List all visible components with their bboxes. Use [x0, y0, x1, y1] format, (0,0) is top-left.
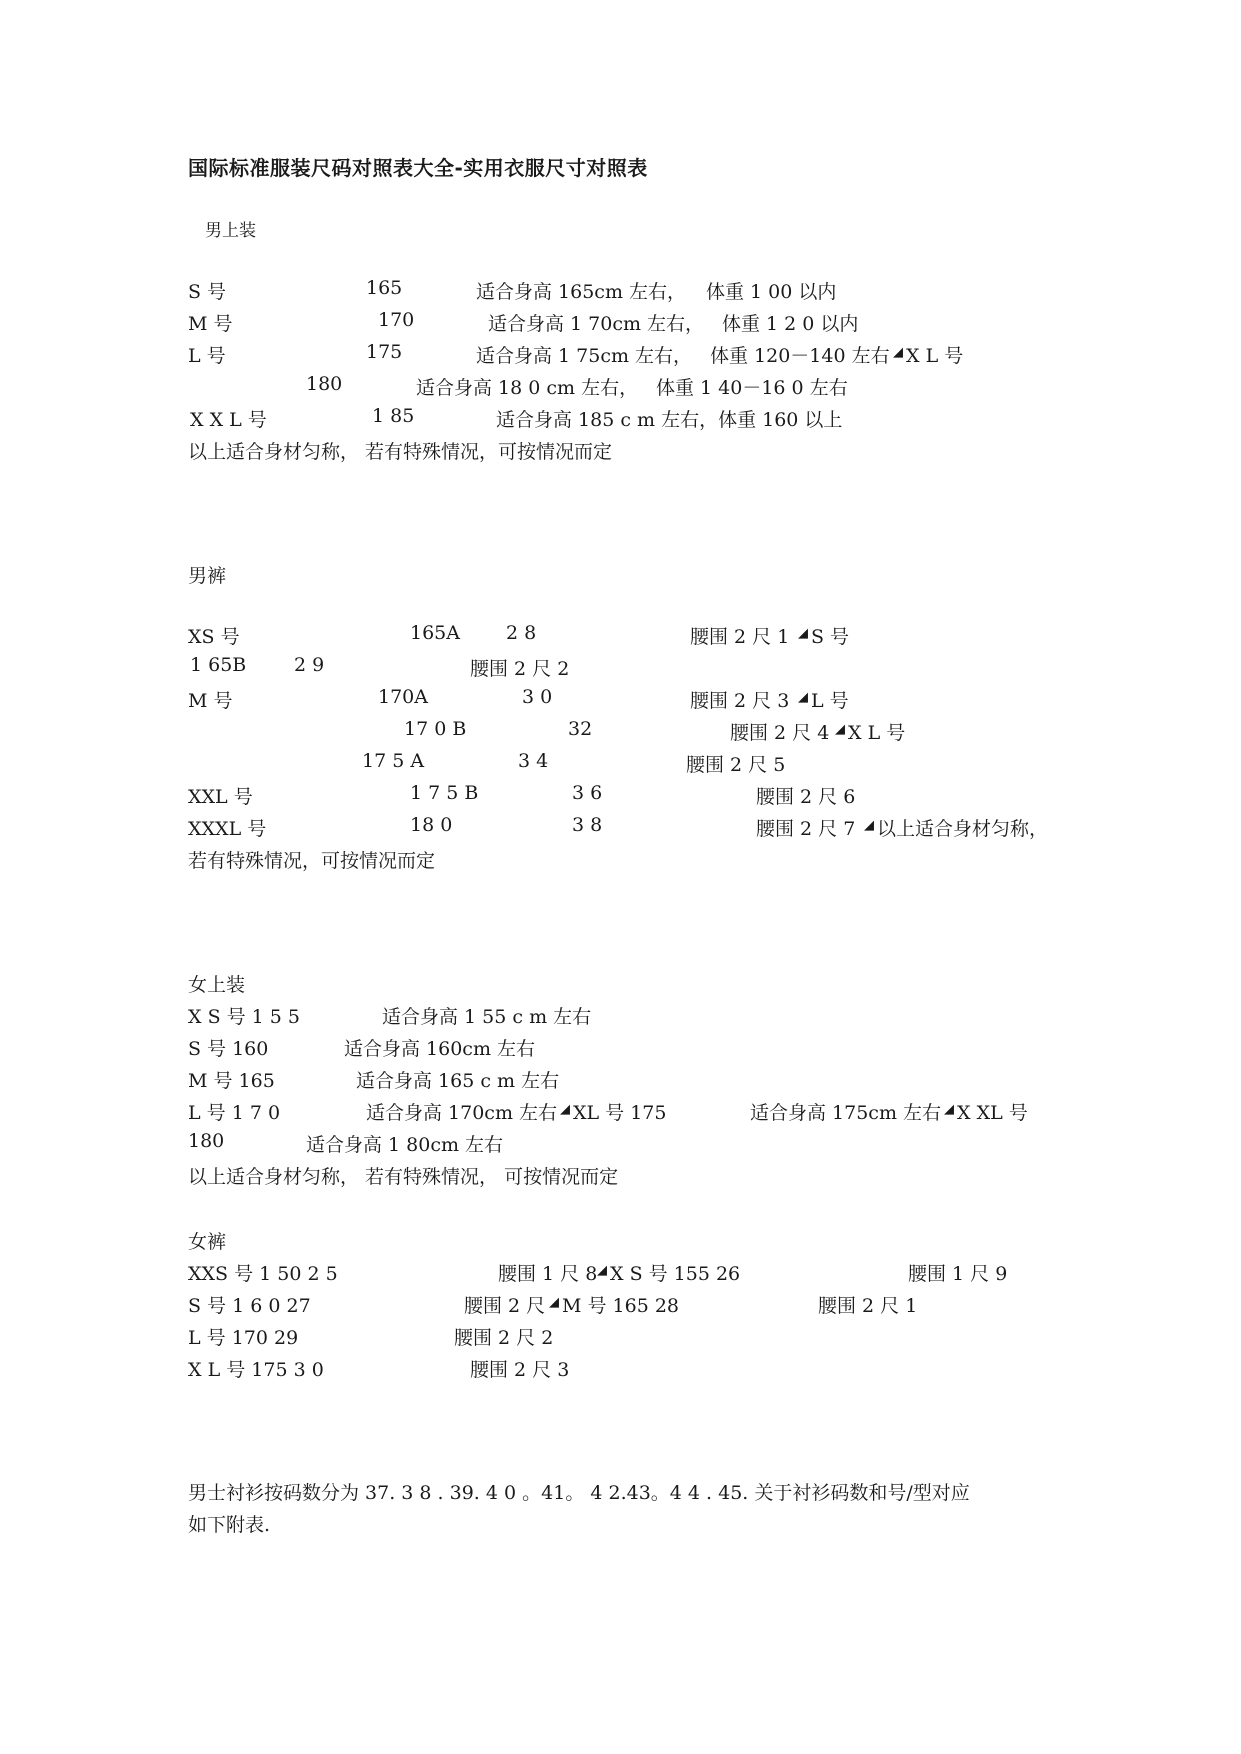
size-row — [0, 1323, 1241, 1351]
triangle-mark-icon: ◢ — [798, 690, 808, 705]
height-text: 适合身高 165 c m 左右 — [356, 1070, 560, 1092]
size-row — [0, 1002, 1241, 1030]
note-text: 以上适合身材匀称， 若有特殊情况，可按情况而定 — [188, 441, 613, 463]
triangle-mark-icon: ◢ — [944, 1102, 954, 1117]
size-row — [0, 1355, 1241, 1383]
weight-text: 体重 1 2 0 以内 — [722, 313, 859, 335]
size-label: X L 号 175 3 0 — [188, 1359, 324, 1381]
waist-text: 腰围 2 尺 3 — [470, 1359, 570, 1381]
size-label: X X L 号 — [190, 409, 267, 431]
size-label: M 号 — [188, 313, 233, 335]
triangle-mark-icon: ◢ — [549, 1295, 559, 1310]
size-label: X L 号 — [848, 722, 906, 744]
size-label: X XL 号 — [957, 1102, 1028, 1124]
size-label: M 号 165 28 — [562, 1295, 680, 1317]
note-text: 以上适合身材匀称， — [877, 818, 1049, 840]
size-row — [0, 1034, 1241, 1062]
waist-text: 腰围 1 尺 9 — [908, 1263, 1008, 1285]
size-label: M 号 — [188, 690, 233, 712]
height-text: 适合身高 1 55 c m 左右 — [382, 1006, 592, 1028]
size-row — [0, 1259, 1241, 1287]
waist-number: 3 4 — [518, 750, 549, 772]
size-row — [0, 686, 1241, 714]
waist-text: 腰围 2 尺 2 — [470, 658, 570, 680]
size-code: 18 0 — [410, 814, 453, 836]
waist-text: 腰围 2 尺 — [464, 1295, 546, 1317]
size-label: XL 号 175 — [573, 1102, 667, 1124]
size-row — [0, 654, 1241, 682]
size-row — [0, 373, 1241, 401]
waist-text: 腰围 2 尺 5 — [686, 754, 786, 776]
waist-text: 腰围 2 尺 4 — [730, 722, 830, 744]
shirt-note-line: 男士衬衫按码数分为 37. 3 8 . 39. 4 0 。41。 4 2.43。4 4 . 45. 关于衬衫码数和号/型对应 — [188, 1482, 970, 1504]
height-text: 适合身高 170cm 左右 — [366, 1102, 558, 1124]
size-row — [0, 622, 1241, 650]
size-row — [0, 782, 1241, 810]
size-row — [0, 1098, 1241, 1126]
size-row — [0, 309, 1241, 337]
size-label: XS 号 — [188, 626, 240, 648]
height-text: 适合身高 175cm 左右 — [750, 1102, 942, 1124]
size-row — [0, 277, 1241, 305]
waist-text: 腰围 2 尺 3 — [690, 690, 790, 712]
size-label: X L 号 — [906, 345, 964, 367]
size-number: 175 — [366, 341, 403, 363]
triangle-mark-icon: ◢ — [864, 818, 874, 833]
weight-text: 体重 1 40－16 0 左右 — [656, 377, 848, 399]
triangle-mark-icon: ◢ — [893, 345, 903, 360]
waist-number: 2 9 — [294, 654, 325, 676]
page-title: 国际标准服装尺码对照表大全-实用衣服尺寸对照表 — [188, 156, 648, 180]
size-number: 180 — [306, 373, 343, 395]
size-code: 17 5 A — [362, 750, 425, 772]
size-row — [0, 405, 1241, 433]
size-label: S 号 160 — [188, 1038, 269, 1060]
size-number: 1 85 — [372, 405, 415, 427]
size-row — [0, 1291, 1241, 1319]
section-heading-men-top: 男上装 — [205, 221, 256, 241]
size-label: L 号 170 29 — [188, 1327, 299, 1349]
section-heading-men-pants: 男裤 — [188, 565, 227, 587]
waist-text: 腰围 1 尺 8 — [498, 1263, 598, 1285]
size-label: XXXL 号 — [188, 818, 267, 840]
waist-number: 3 8 — [572, 814, 603, 836]
section-heading-women-top: 女上装 — [188, 974, 246, 996]
size-row — [0, 1130, 1241, 1158]
weight-text: 体重 1 00 以内 — [706, 281, 837, 303]
size-label: S 号 — [811, 626, 850, 648]
size-label: X S 号 1 5 5 — [188, 1006, 301, 1028]
waist-number: 2 8 — [506, 622, 537, 644]
size-number: 165 — [366, 277, 403, 299]
size-code: 1 7 5 B — [410, 782, 479, 804]
triangle-mark-icon: ◢ — [835, 722, 845, 737]
height-text: 适合身高 160cm 左右 — [344, 1038, 536, 1060]
size-row — [0, 750, 1241, 778]
note-text: 若有特殊情况，可按情况而定 — [188, 850, 436, 872]
size-row — [0, 1066, 1241, 1094]
weight-text: 体重 120－140 左右 — [710, 345, 890, 367]
triangle-mark-icon: ◢ — [597, 1263, 607, 1278]
height-text: 适合身高 185 c m 左右，体重 160 以上 — [496, 409, 843, 431]
shirt-note-line: 如下附表. — [188, 1514, 271, 1536]
size-label: L 号 1 7 0 — [188, 1102, 281, 1124]
size-code: 17 0 B — [404, 718, 467, 740]
note-text: 以上适合身材匀称， 若有特殊情况， 可按情况而定 — [188, 1166, 619, 1188]
waist-text: 腰围 2 尺 6 — [756, 786, 856, 808]
size-number: 180 — [188, 1130, 225, 1152]
size-row — [0, 718, 1241, 746]
waist-number: 32 — [568, 718, 593, 740]
waist-number: 3 6 — [572, 782, 603, 804]
size-label: L 号 — [188, 345, 226, 367]
size-code: 1 65B — [190, 654, 247, 676]
size-row — [0, 341, 1241, 369]
size-label: L 号 — [811, 690, 849, 712]
size-row — [0, 814, 1241, 842]
size-label: S 号 — [188, 281, 227, 303]
triangle-mark-icon: ◢ — [798, 626, 808, 641]
size-number: 170 — [378, 309, 415, 331]
height-text: 适合身高 18 0 cm 左右， — [416, 377, 639, 399]
height-text: 适合身高 1 80cm 左右 — [306, 1134, 504, 1156]
height-text: 适合身高 1 75cm 左右， — [476, 345, 693, 367]
size-label: XXL 号 — [188, 786, 253, 808]
size-code: 165A — [410, 622, 460, 644]
section-heading-women-pants: 女裤 — [188, 1231, 227, 1253]
height-text: 适合身高 165cm 左右， — [476, 281, 687, 303]
triangle-mark-icon: ◢ — [560, 1102, 570, 1117]
height-text: 适合身高 1 70cm 左右， — [488, 313, 705, 335]
waist-text: 腰围 2 尺 1 — [690, 626, 790, 648]
size-label: S 号 1 6 0 27 — [188, 1295, 311, 1317]
waist-text: 腰围 2 尺 1 — [818, 1295, 918, 1317]
size-label: M 号 165 — [188, 1070, 275, 1092]
size-label: XXS 号 1 50 2 5 — [188, 1263, 338, 1285]
size-label: X S 号 155 26 — [610, 1263, 741, 1285]
size-code: 170A — [378, 686, 428, 708]
waist-number: 3 0 — [522, 686, 553, 708]
waist-text: 腰围 2 尺 2 — [454, 1327, 554, 1349]
waist-text: 腰围 2 尺 7 — [756, 818, 856, 840]
